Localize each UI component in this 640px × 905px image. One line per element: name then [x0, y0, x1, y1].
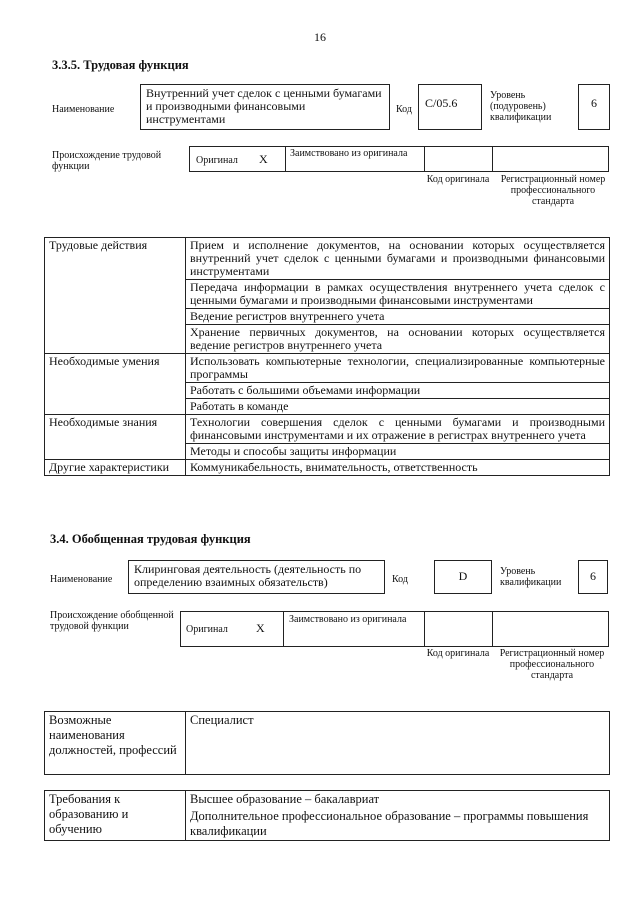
page-number: 16: [314, 30, 326, 44]
code-label: Код: [396, 104, 412, 115]
borrowed-label: Заимствовано из оригинала: [290, 148, 408, 159]
function-details-table: [44, 237, 610, 476]
original-label: Оригинал: [196, 155, 238, 166]
name-value: Клиринговая деятельность (деятельность по определению взаимных обязательств): [128, 560, 385, 594]
code-value: С/05.6: [418, 84, 482, 130]
row-label: Необходимые умения: [45, 354, 186, 415]
original-code-caption: Код оригинала: [426, 648, 490, 659]
positions-label: Возможные наименования должностей, профессий: [45, 712, 186, 775]
original-code-caption: Код оригинала: [426, 174, 490, 185]
level-label: Уровень квалификации: [500, 566, 562, 588]
level-label: Уровень (подуровень) квалификации: [490, 90, 552, 123]
origin-label: Происхождение трудовой функции: [52, 150, 162, 172]
education-item: Высшее образование – бакалавриат: [186, 791, 610, 809]
name-label: Наименование: [52, 104, 115, 115]
row-item: Работать с большими объемами информации: [186, 383, 610, 399]
positions-value: Специалист: [186, 712, 610, 775]
original-label: Оригинал: [186, 624, 228, 635]
positions-table: [44, 711, 610, 775]
row-item: Технологии совершения сделок с ценными бумагами и производными финансовыми инструментами и их отражение в регистрах внутреннего учета: [186, 415, 610, 444]
row-label: Трудовые действия: [45, 238, 186, 354]
row-item: Передача информации в рамках осуществления внутреннего учета сделок с ценными бумагами и производными финансовыми инструментами: [186, 280, 610, 309]
education-label: Требования к образованию и обучению: [45, 791, 186, 841]
section-heading: 3.4. Обобщенная трудовая функция: [50, 532, 251, 546]
original-mark: X: [256, 621, 265, 635]
row-item: Ведение регистров внутреннего учета: [186, 309, 610, 325]
row-item: Методы и способы защиты информации: [186, 444, 610, 460]
code-value: D: [434, 560, 492, 594]
reg-number-caption: Регистрационный номер профессионального стандарта: [500, 174, 606, 207]
row-item: Прием и исполнение документов, на основании которых осуществляется внутренний учет сделок с ценными бумагами и производными финансовыми инструментами: [186, 238, 610, 280]
name-label: Наименование: [50, 574, 113, 585]
education-item: Дополнительное профессиональное образование – программы повышения квалификации: [186, 808, 610, 841]
row-item: Работать в команде: [186, 399, 610, 415]
original-mark: X: [259, 152, 268, 166]
level-value: 6: [578, 84, 610, 130]
row-item: Использовать компьютерные технологии, специализированные компьютерные программы: [186, 354, 610, 383]
borrowed-label: Заимствовано из оригинала: [289, 614, 407, 625]
row-label: Необходимые знания: [45, 415, 186, 460]
section-heading: 3.3.5. Трудовая функция: [52, 58, 189, 72]
level-value: 6: [578, 560, 608, 594]
code-label: Код: [392, 574, 408, 585]
row-label: Другие характеристики: [45, 460, 186, 476]
reg-number-caption: Регистрационный номер профессионального стандарта: [499, 648, 605, 681]
origin-label: Происхождение обобщенной трудовой функции: [50, 610, 174, 632]
row-item: Хранение первичных документов, на основании которых осуществляется ведение регистров внутреннего учета: [186, 325, 610, 354]
name-value: Внутренний учет сделок с ценными бумагами и производными финансовыми инструментами: [140, 84, 390, 130]
education-table: [44, 790, 610, 841]
row-item: Коммуникабельность, внимательность, ответственность: [186, 460, 610, 476]
